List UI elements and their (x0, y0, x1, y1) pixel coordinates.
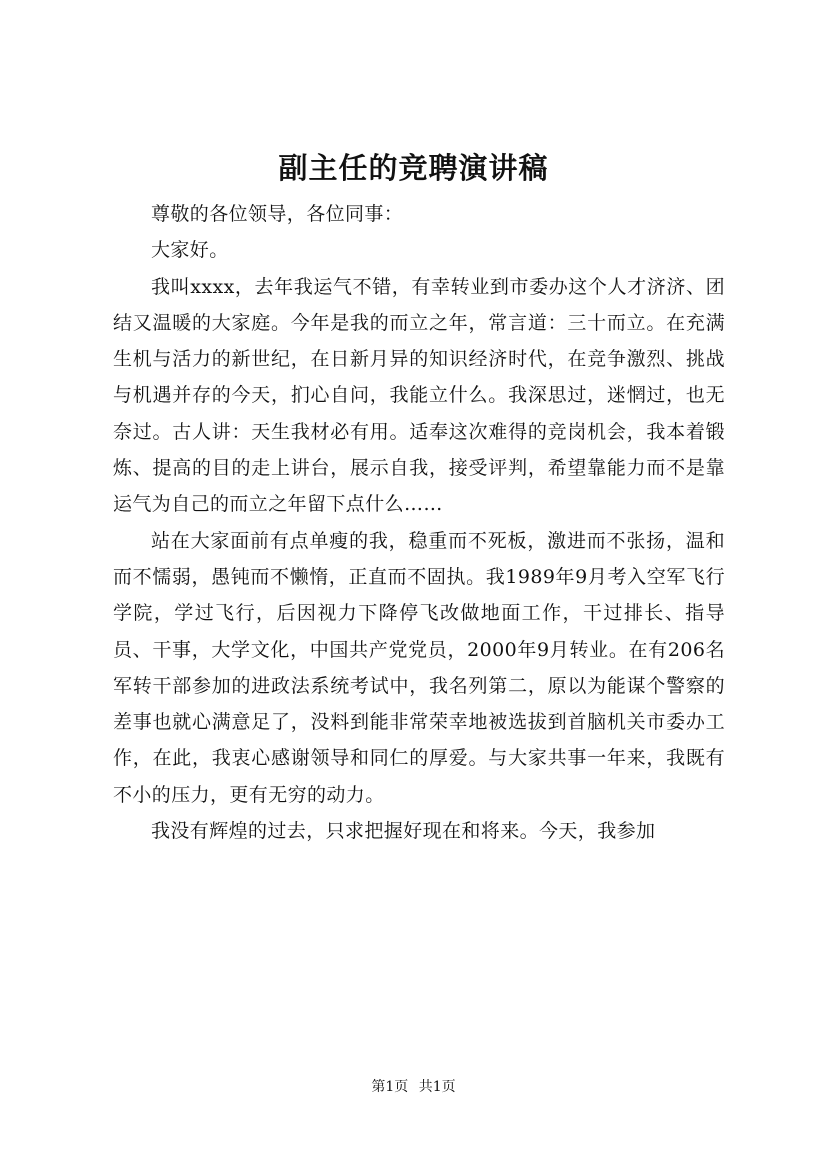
paragraph-salutation: 尊敬的各位领导，各位同事： (151, 203, 404, 225)
document-title: 副主任的竞聘演讲稿 (278, 151, 549, 185)
document-body (113, 196, 725, 849)
paragraph-future: 我没有辉煌的过去，只求把握好现在和将来。今天，我参加 (151, 820, 656, 843)
page-number: 第1页 (371, 1079, 409, 1095)
page-total: 共1页 (418, 1079, 456, 1095)
page-footer (0, 1078, 827, 1096)
paragraph-introduction: 我叫xxxx，去年我运气不错，有幸转业到市委办这个人才济济、团结又温暖的大家庭。今年是我的而立之年，常言道：三十而立。在充满生机与活力的新世纪，在日新月异的知识经济时代，在竞争激烈、挑战与机遇并存的今天，扪心自问，我能立什么。我深思过，迷惘过，也无奈过。古人讲：天生我材必有用。适奉这次难得的竞岗机会，我本着锻炼、提高的目的走上讲台，展示自我，接受评判，希望靠能力而不是靠运气为自己的而立之年留下点什么…… (113, 275, 725, 516)
paragraph-greeting: 大家好。 (151, 239, 229, 262)
paragraph-background: 站在大家面前有点单瘦的我，稳重而不死板，激进而不张扬，温和而不懦弱，愚钝而不懒惰，正直而不固执。我1989年9月考入空军飞行学院，学过飞行，后因视力下降停飞改做地面工作，干过排长、指导员、干事，大学文化，中国共产党党员，2000年9月转业。在有206名军转干部参加的进政法系统考试中，我名列第二，原以为能谋个警察的差事也就心满意足了，没料到能非常荣幸地被选拔到首脑机关市委办工作，在此，我衷心感谢领导和同仁的厚爱。与大家共事一年来，我既有不小的压力，更有无穷的动力。 (113, 529, 725, 806)
